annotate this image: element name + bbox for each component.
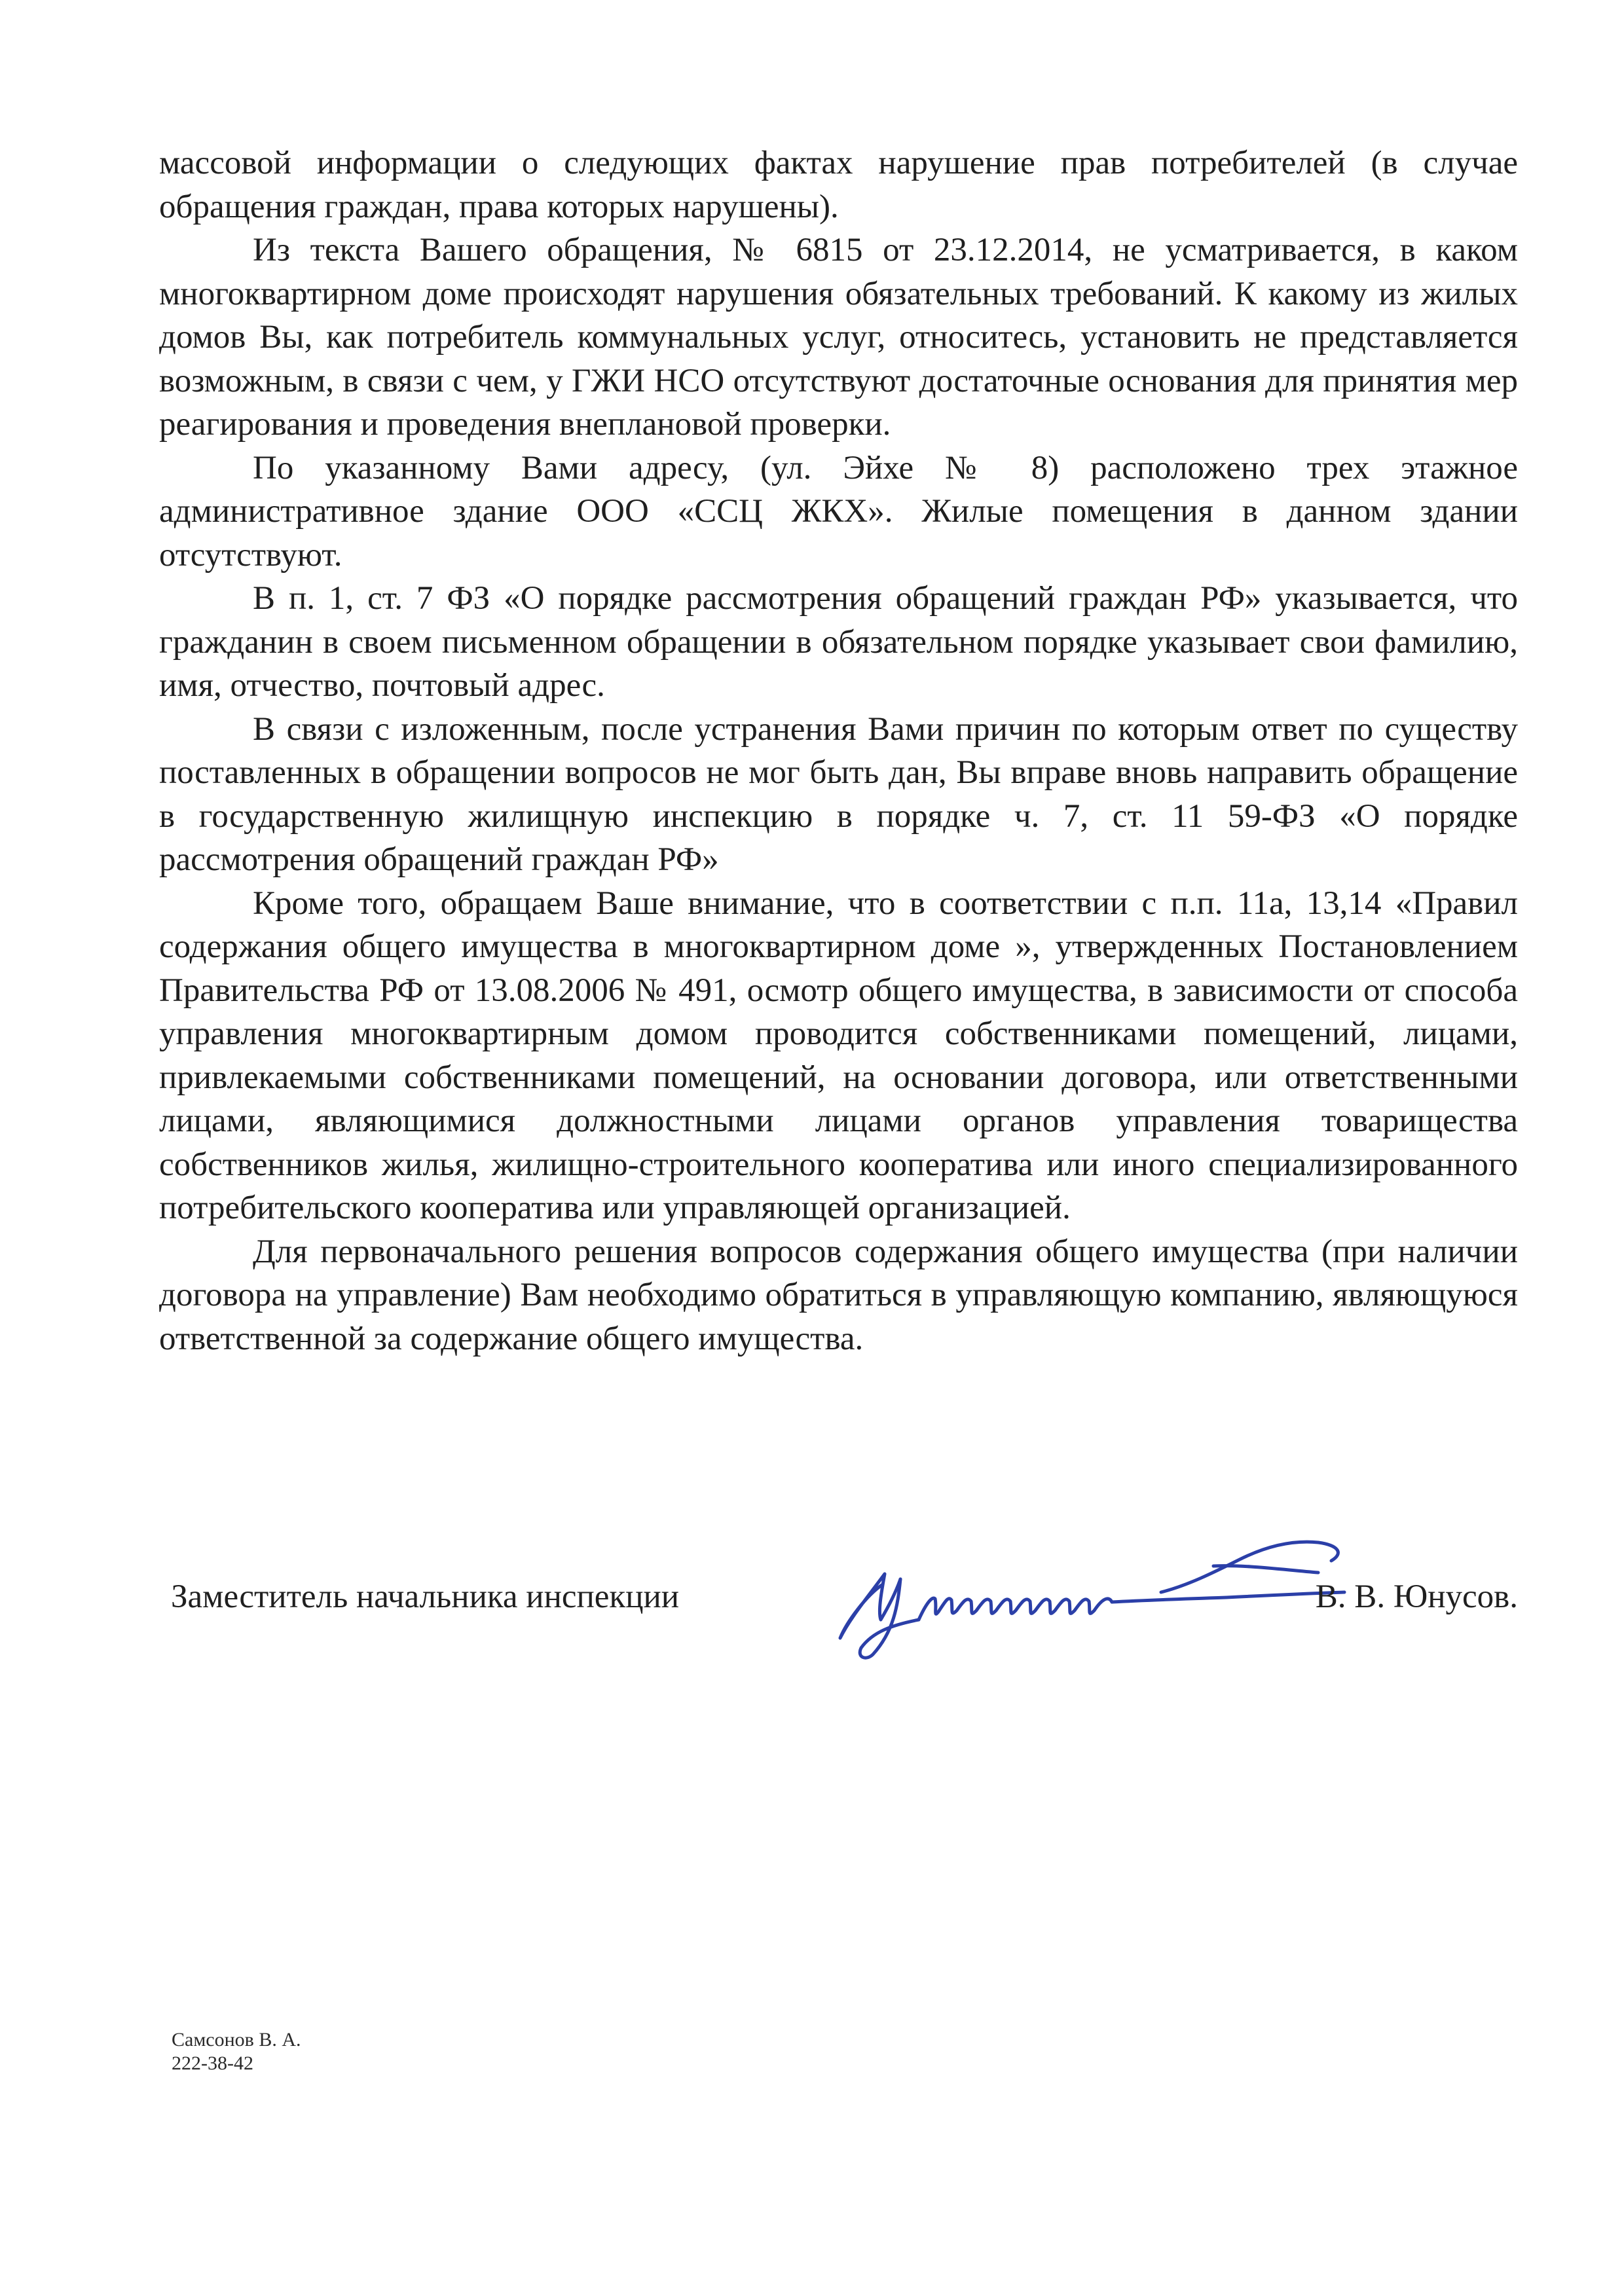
- paragraph-address: По указанному Вами адресу, (ул. Эйхе № 8) расположено трех этажное административное здание ООО «ССЦ ЖКХ». Жилые помещения в данном здании отсутствуют.: [159, 449, 1518, 574]
- paragraph-management-company: Для первоначального решения вопросов содержания общего имущества (при наличии договора на управление) Вам необходимо обратиться в управляющую компанию, являющуюся ответственной за содержание общего имущества.: [159, 1233, 1518, 1357]
- executor-footer: [172, 2028, 301, 2075]
- letter-body: [159, 141, 1518, 1360]
- paragraph-continuation: массовой информации о следующих фактах нарушение прав потребителей (в случае обращения граждан, права которых нарушены).: [159, 145, 1518, 225]
- signatory-title: Заместитель начальника инспекции: [171, 1578, 680, 1615]
- paragraph-common-property-rules: Кроме того, обращаем Ваше внимание, что в соответствии с п.п. 11а, 13,14 «Правил содержания общего имущества в многоквартирном доме », утвержденных Постановлением Правительства РФ от 13.08.2006 № 491, осмотр общего имущества, в зависимости от способа управления многоквартирным домом проводится собственниками помещений, лицами, привлекаемыми собственниками помещений, на основании договора, или ответственными лицами, являющимися должностными лицами органов управления товарищества собственников жилья, жилищно-строительного кооператива или иного специализированного потребительского кооператива или управляющей организацией.: [159, 884, 1518, 1226]
- executor-phone: 222-38-42: [172, 2052, 253, 2074]
- paragraph-law-requirement: В п. 1, ст. 7 ФЗ «О порядке рассмотрения обращений граждан РФ» указывается, что гражданин в своем письменном обращении в обязательном порядке указывает свои фамилию, имя, отчество, почтовый адрес.: [159, 580, 1518, 704]
- signatory-name: В. В. Юнусов.: [1315, 1578, 1518, 1615]
- signature-block: [159, 1558, 1518, 1656]
- paragraph-request-text: Из текста Вашего обращения, № 6815 от 23.12.2014, не усматривается, в каком многоквартирном доме происходят нарушения обязательных требований. К какому из жилых домов Вы, как потребитель коммунальных услуг, относитесь, установить не представляется возможным, в связи с чем, у ГЖИ НСО отсутствуют достаточные основания для принятия мер реагирования и проведения внеплановой проверки.: [159, 232, 1518, 443]
- executor-name: Самсонов В. А.: [172, 2029, 301, 2050]
- paragraph-resubmission: В связи с изложенным, после устранения Вами причин по которым ответ по существу поставленных в обращении вопросов не мог быть дан, Вы вправе вновь направить обращение в государственную жилищную инспекцию в порядке ч. 7, ст. 11 59-ФЗ «О порядке рассмотрения обращений граждан РФ»: [159, 710, 1518, 878]
